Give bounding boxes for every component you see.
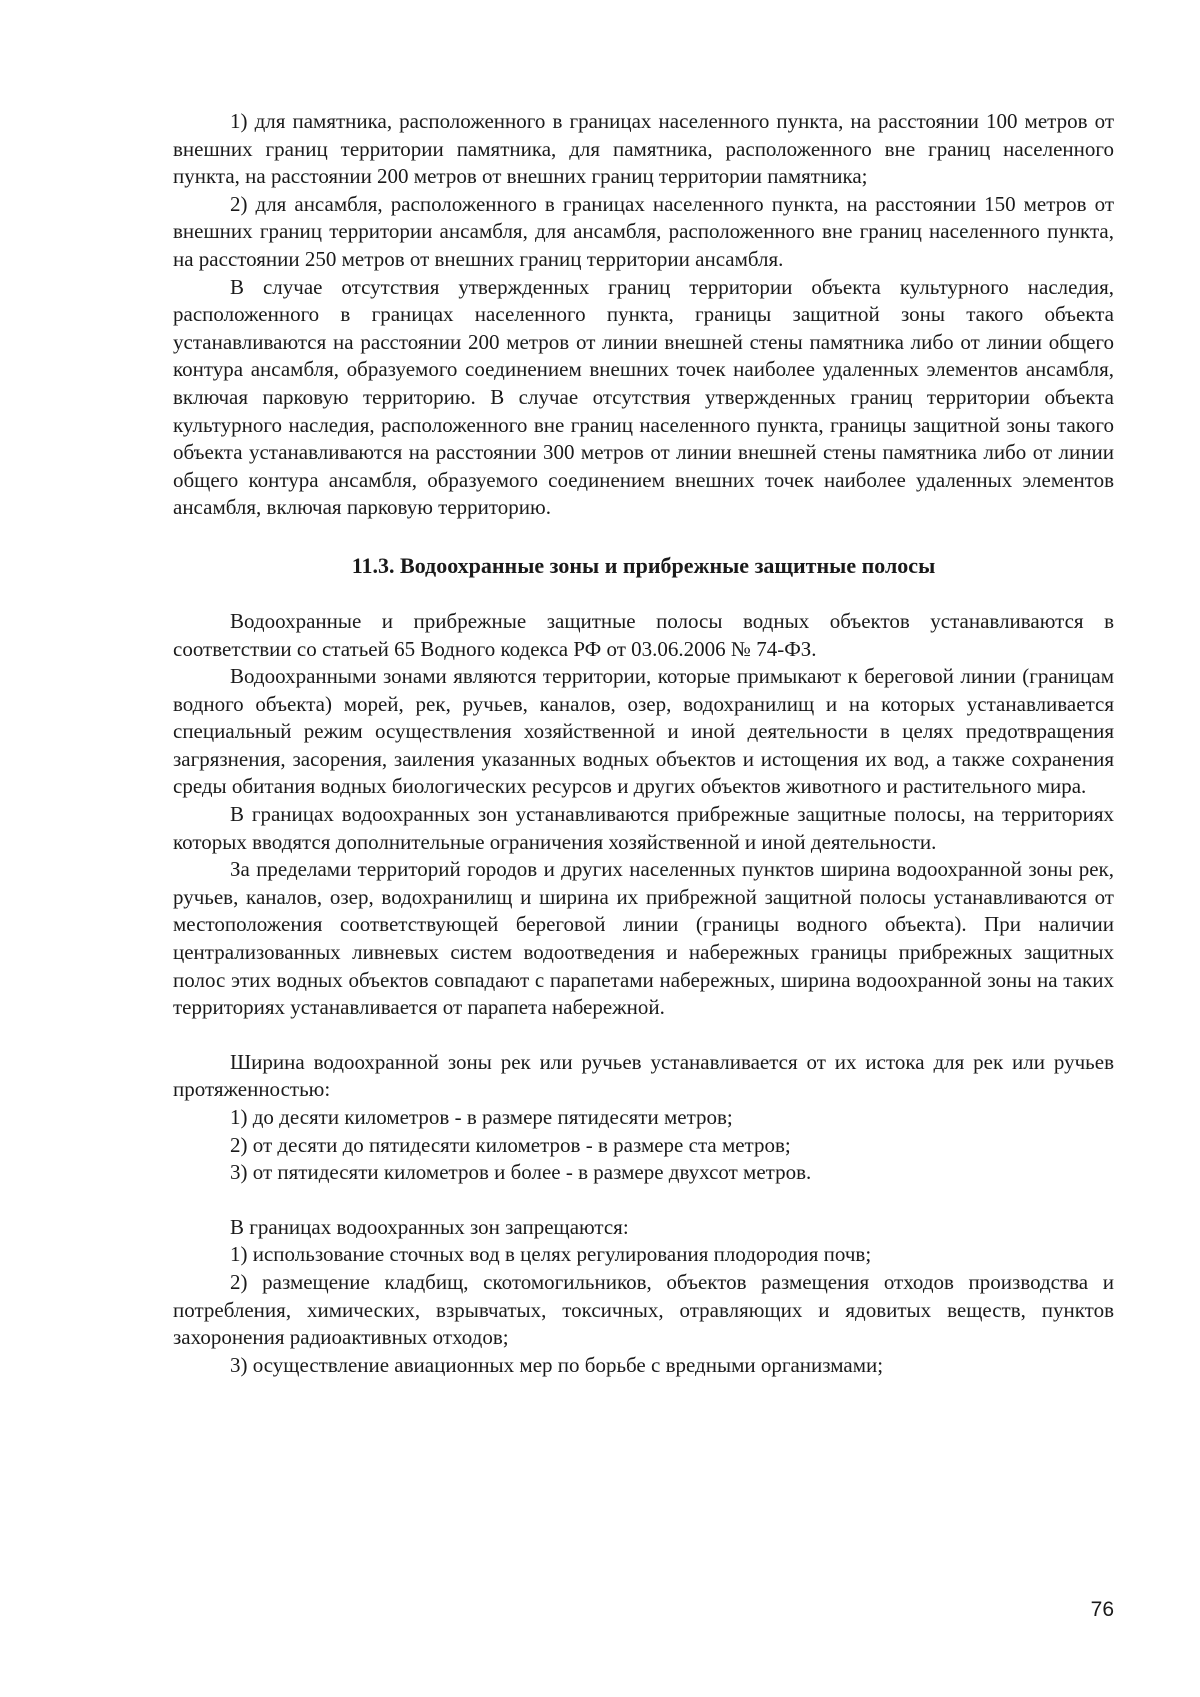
list-item-width-3: 3) от пятидесяти километров и более - в размере двухсот метров. bbox=[230, 1160, 812, 1185]
paragraph-no-boundaries: В случае отсутствия утвержденных границ территории объекта культурного наследия, расположенного в границах населенного пункта, границы защитной зоны такого объекта устанавливаются на расстоянии 200 метров от линии внешней стены памятника либо от линии общего контура ансамбля, образуемого соединением внешних точек наиболее удаленных элементов ансамбля, включая парковую территорию. В случае отсутствия утвержденных границ территории объекта культурного наследия, расположенного вне границ населенного пункта, границы защитной зоны такого объекта устанавливаются на расстоянии 300 метров от линии внешней стены памятника либо от линии общего контура ансамбля, образуемого соединением внешних точек наиболее удаленных элементов ансамбля, включая парковую территорию. bbox=[173, 274, 1114, 520]
spacer bbox=[173, 1187, 1114, 1214]
paragraph-water-protection-zones: Водоохранными зонами являются территории, которые примыкают к береговой линии (границам водного объекта) морей, рек, ручьев, каналов, озер, водохранилищ и на которых устанавливается специальный режим осуществления хозяйственной и иной деятельности в целях предотвращения загрязнения, засорения, заиления указанных водных объектов и истощения их вод, а также сохранения среды обитания водных биологических ресурсов и других объектов животного и растительного мира. bbox=[173, 664, 1114, 799]
section-heading: 11.3. Водоохранные зоны и прибрежные защитные полосы bbox=[351, 552, 936, 578]
list-item-width-1: 1) до десяти километров - в размере пятидесяти метров; bbox=[230, 1105, 733, 1129]
paragraph-ensemble-distance: 2) для ансамбля, расположенного в границах населенного пункта, на расстоянии 150 метров от внешних границ территории ансамбля, для ансамбля, расположенного вне границ населенного пункта, на расстоянии 250 метров от внешних границ территории ансамбля. bbox=[173, 191, 1114, 271]
paragraph-outside-cities: За пределами территорий городов и других населенных пунктов ширина водоохранной зоны рек, ручьев, каналов, озер, водохранилищ и ширина их прибрежной защитной полосы устанавливаются от местоположения соответствующей береговой линии (границы водного объекта). При наличии централизованных ливневых систем водоотведения и набережных границы прибрежных защитных полос этих водных объектов совпадают с парапетами набережных, ширина водоохранной зоны на таких территориях устанавливается от парапета набережной. bbox=[173, 857, 1114, 1020]
list-item-prohibited-1: 1) использование сточных вод в целях регулирования плодородия почв; bbox=[230, 1242, 872, 1267]
page-number: 76 bbox=[1090, 1598, 1114, 1621]
paragraph-water-code: Водоохранные и прибрежные защитные полосы водных объектов устанавливаются в соответствии со статьей 65 Водного кодекса РФ от 03.06.2006 № 74-ФЗ. bbox=[173, 608, 1114, 661]
list-item-width-2: 2) от десяти до пятидесяти километров - в размере ста метров; bbox=[230, 1132, 791, 1157]
list-item-prohibited-3: 3) осуществление авиационных мер по борьбе с вредными организмами; bbox=[230, 1352, 884, 1377]
paragraph-monument-distance: 1) для памятника, расположенного в границах населенного пункта, на расстоянии 100 метров от внешних границ территории памятника, для памятника, расположенного вне границ населенного пункта, на расстоянии 200 метров от внешних границ территории памятника; bbox=[173, 109, 1114, 189]
paragraph-coastal-strips: В границах водоохранных зон устанавливаются прибрежные защитные полосы, на территориях которых вводятся дополнительные ограничения хозяйственной и иной деятельности. bbox=[173, 802, 1114, 854]
spacer bbox=[173, 1022, 1114, 1049]
paragraph-prohibited-intro: В границах водоохранных зон запрещаются: bbox=[230, 1214, 629, 1239]
list-item-prohibited-2: 2) размещение кладбищ, скотомогильников, объектов размещения отходов производства и потребления, химических, взрывчатых, токсичных, отравляющих и ядовитых веществ, пунктов захоронения радиоактивных отходов; bbox=[173, 1269, 1114, 1350]
paragraph-width-intro: Ширина водоохранной зоны рек или ручьев устанавливается от их истока для рек или ручьев протяженностью: bbox=[173, 1049, 1114, 1102]
document-page bbox=[173, 108, 1114, 1379]
